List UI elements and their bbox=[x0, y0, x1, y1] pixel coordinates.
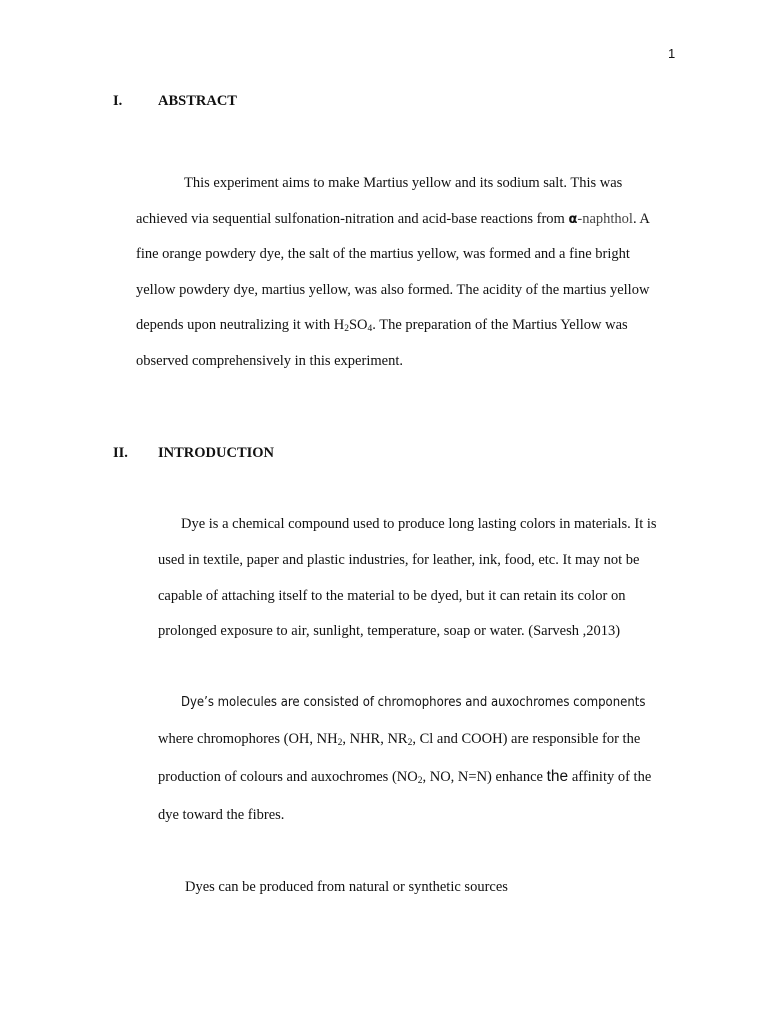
intro-p2-line-2-text-b: , NHR, NR bbox=[342, 731, 408, 747]
subscript: 2 bbox=[417, 776, 423, 786]
intro-p2-line-2-text-c: , Cl and COOH) are responsible for the bbox=[412, 731, 641, 747]
section-heading-abstract: ABSTRACT bbox=[158, 93, 237, 109]
abstract-line-2 bbox=[136, 211, 650, 228]
abstract-line-1: This experiment aims to make Martius yellow and its sodium salt. This was bbox=[184, 175, 623, 191]
subscript: 2 bbox=[407, 738, 413, 748]
section-number-introduction: II. bbox=[113, 445, 128, 461]
intro-p2-line-2-text: where chromophores (OH, NH bbox=[158, 731, 338, 747]
intro-p2-line-2 bbox=[158, 731, 640, 748]
intro-p2-line-1: Dye’s molecules are consisted of chromophores and auxochromes components bbox=[181, 695, 646, 710]
intro-p1-line-1: Dye is a chemical compound used to produce long lasting colors in materials. It is bbox=[181, 516, 657, 532]
section-heading-introduction: INTRODUCTION bbox=[158, 445, 275, 461]
abstract-line-5-text-c: . The preparation of the Martius Yellow was bbox=[372, 317, 628, 333]
intro-p1-line-2: used in textile, paper and plastic industries, for leather, ink, food, etc. It may not be bbox=[158, 552, 640, 568]
abstract-line-2-text: achieved via sequential sulfonation-nitration and acid-base reactions from bbox=[136, 211, 569, 227]
intro-p2-line-3-text-b: , NO, N=N) enhance bbox=[422, 769, 547, 785]
abstract-line-5 bbox=[136, 317, 628, 334]
intro-p3-line-1: Dyes can be produced from natural or synthetic sources bbox=[185, 879, 508, 895]
abstract-line-5-text-b: SO bbox=[348, 317, 368, 333]
subscript: 4 bbox=[367, 324, 373, 334]
subscript: 2 bbox=[344, 324, 349, 334]
intro-p2-line-3-text: production of colours and auxochromes (NO bbox=[158, 769, 418, 785]
abstract-line-6: observed comprehensively in this experiment. bbox=[136, 353, 403, 369]
intro-p1-line-4: prolonged exposure to air, sunlight, temperature, soap or water. (Sarvesh ,2013) bbox=[158, 623, 621, 639]
abstract-line-3: fine orange powdery dye, the salt of the martius yellow, was formed and a fine bright bbox=[136, 246, 630, 262]
abstract-line-2-end: . A bbox=[632, 211, 650, 227]
abstract-line-5-text: depends upon neutralizing it with H bbox=[136, 317, 345, 333]
intro-p1-line-3: capable of attaching itself to the material to be dyed, but it can retain its color on bbox=[158, 588, 626, 604]
intro-p2-line-3 bbox=[158, 768, 651, 786]
section-number-abstract: I. bbox=[113, 93, 123, 109]
alpha-symbol: α bbox=[568, 212, 578, 227]
naphthol-term: -naphthol bbox=[577, 211, 633, 227]
intro-p2-line-4: dye toward the fibres. bbox=[158, 807, 285, 823]
intro-p2-line-3-text-c: affinity of the bbox=[568, 769, 652, 785]
abstract-line-4: yellow powdery dye, martius yellow, was also formed. The acidity of the martius yellow bbox=[136, 282, 650, 298]
page-number: 1 bbox=[668, 46, 676, 61]
emphasized-word-the: the bbox=[546, 768, 569, 785]
subscript: 2 bbox=[337, 738, 343, 748]
